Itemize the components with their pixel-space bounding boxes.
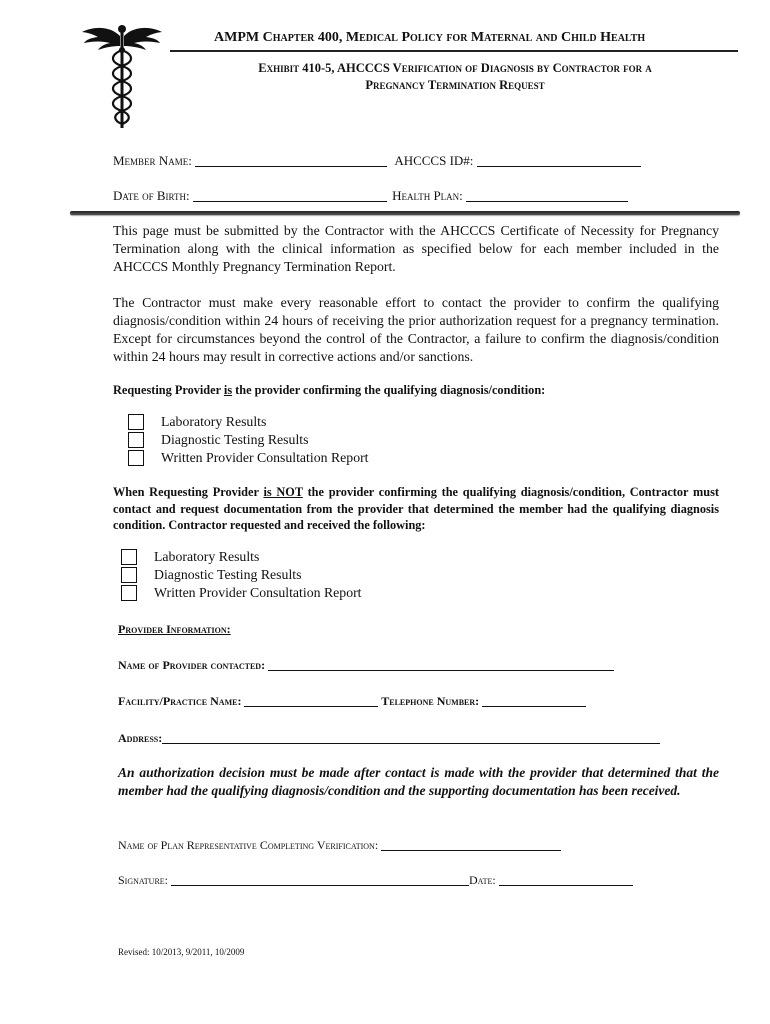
- check-item-laboratory[interactable]: Laboratory Results: [128, 413, 369, 431]
- health-plan-field[interactable]: [466, 188, 628, 202]
- section-divider: [70, 211, 740, 215]
- check-item-laboratory[interactable]: Laboratory Results: [121, 548, 362, 566]
- provider-name-row: [118, 657, 614, 673]
- member-name-field[interactable]: [195, 153, 387, 167]
- date-of-birth-field[interactable]: [193, 188, 387, 202]
- check-item-consultation[interactable]: Written Provider Consultation Report: [128, 449, 369, 467]
- checklist-confirming: [128, 413, 369, 467]
- date-of-birth-label: Date of Birth:: [113, 188, 190, 203]
- check-item-diagnostic[interactable]: Diagnostic Testing Results: [121, 566, 362, 584]
- is-emphasis: is: [223, 383, 233, 397]
- ahcccs-id-field[interactable]: [477, 153, 641, 167]
- not-requesting-provider-paragraph: When Requesting Provider is NOT the provider confirming the qualifying diagnosis/condition, Contractor must contact and request documentation from the provider that determined the member had the qualifying diagnosis condition. Contractor requested and received the following:: [113, 485, 719, 532]
- intro-paragraph: This page must be submitted by the Contractor with the AHCCCS Certificate of Necessity for Pregnancy Termination along with the clinical information as specified below for each member included in the AHCCCS Monthly Pregnancy Termination Report.: [113, 223, 719, 274]
- signature-field[interactable]: [171, 872, 469, 886]
- checkbox[interactable]: [121, 549, 137, 565]
- is-not-emphasis: is NOT: [263, 485, 303, 499]
- requesting-provider-heading: Requesting Provider is the provider confirming the qualifying diagnosis/condition:: [113, 383, 546, 397]
- address-label: Address:: [118, 731, 163, 745]
- facility-name-field[interactable]: [244, 693, 378, 707]
- ahcccs-id-label: AHCCCS ID#:: [394, 153, 474, 168]
- address-field[interactable]: [162, 730, 660, 744]
- check-item-consultation[interactable]: Written Provider Consultation Report: [121, 584, 362, 602]
- checkbox[interactable]: [128, 450, 144, 466]
- exhibit-title-line1: Exhibit 410-5, AHCCCS Verification of Diagnosis by Contractor for a: [258, 61, 652, 75]
- checklist-requested: [121, 548, 362, 602]
- checkbox[interactable]: [128, 432, 144, 448]
- exhibit-title-line2: Pregnancy Termination Request: [365, 78, 545, 92]
- authorization-note: An authorization decision must be made after contact is made with the provider that determined that the member had the qualifying diagnosis/condition and the supporting documentation has been received.: [118, 765, 719, 798]
- caduceus-logo-icon: [80, 20, 164, 130]
- check-item-diagnostic[interactable]: Diagnostic Testing Results: [128, 431, 369, 449]
- facility-name-label: Facility/Practice Name:: [118, 694, 242, 708]
- telephone-label: Telephone Number:: [381, 694, 480, 708]
- signature-row: [118, 872, 633, 888]
- plan-rep-field[interactable]: [381, 837, 561, 851]
- health-plan-label: Health Plan:: [392, 188, 463, 203]
- contact-requirement-paragraph: The Contractor must make every reasonable effort to contact the provider to confirm the qualifying diagnosis/condition within 24 hours of receiving the prior authorization request for a pregnancy termination. Except for circumstances beyond the control of the Contractor, a failure to confirm the diagnosis/condition within 24 hours may result in corrective actions and/or sanctions.: [113, 295, 719, 364]
- header-rule: [170, 50, 738, 52]
- checkbox[interactable]: [128, 414, 144, 430]
- provider-name-label: Name of Provider contacted:: [118, 658, 266, 672]
- revision-note: Revised: 10/2013, 9/2011, 10/2009: [118, 947, 245, 957]
- date-field[interactable]: [499, 872, 633, 886]
- member-name-label: Member Name:: [113, 153, 192, 168]
- provider-information-heading: Provider Information:: [118, 622, 231, 636]
- chapter-title: AMPM Chapter 400, Medical Policy for Maternal and Child Health: [214, 30, 646, 45]
- checkbox[interactable]: [121, 567, 137, 583]
- signature-label: Signature:: [118, 873, 169, 887]
- plan-rep-row: [118, 837, 561, 853]
- date-label: Date:: [469, 873, 496, 887]
- exhibit-title: [200, 60, 710, 94]
- member-info-row-1: [113, 153, 641, 169]
- facility-row: [118, 693, 586, 709]
- member-info-row-2: [113, 188, 628, 204]
- address-row: [118, 730, 660, 746]
- telephone-field[interactable]: [482, 693, 586, 707]
- checkbox[interactable]: [121, 585, 137, 601]
- plan-rep-label: Name of Plan Representative Completing Verification:: [118, 838, 379, 852]
- provider-name-field[interactable]: [268, 657, 614, 671]
